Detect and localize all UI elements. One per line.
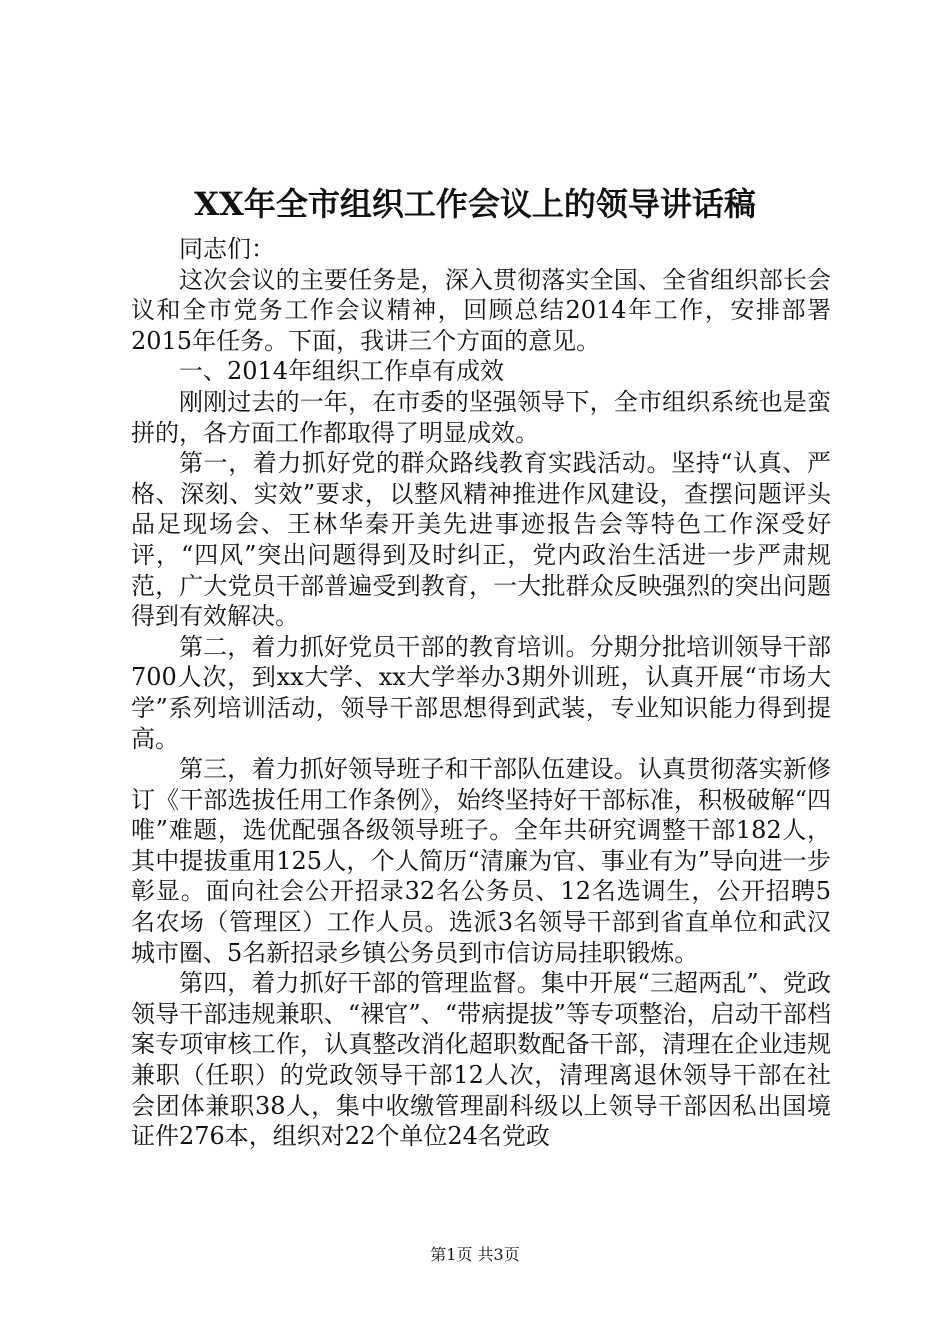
paragraph: 这次会议的主要任务是，深入贯彻落实全国、全省组织部长会议和全市党务工作会议精神，回顾总结2014年工作，安排部署2015年任务。下面，我讲三个方面的意见。 — [131, 265, 831, 355]
paragraph: 第三，着力抓好领导班子和干部队伍建设。认真贯彻落实新修订《干部选拔任用工作条例》，始终坚持好干部标准，积极破解“四唯”难题，选优配强各级领导班子。全年共研究调整干部182人，其中提拔重用125人，个人简历“清廉为官、事业有为”导向进一步彰显。面向社会公开招录32名公务员、12名选调生，公开招聘5名农场（管理区）工作人员。选派3名领导干部到省直单位和武汉城市圈、5名新招录乡镇公务员到市信访局挂职锻炼。 — [131, 755, 831, 967]
document-title: XX年全市组织工作会议上的领导讲话稿 — [194, 185, 756, 223]
paragraph: 第二，着力抓好党员干部的教育培训。分期分批培训领导干部700人次，到xx大学、xx大学举办3期外训班，认真开展“市场大学”系列培训活动，领导干部思想得到武装，专业知识能力得到提高。 — [131, 632, 831, 753]
paragraph: 第一，着力抓好党的群众路线教育实践活动。坚持“认真、严格、深刻、实效”要求，以整风精神推进作风建设，查摆问题评头品足现场会、王林华秦开美先进事迹报告会等特色工作深受好评，“四风”突出问题得到及时纠正，党内政治生活进一步严肃规范，广大党员干部普遍受到教育，一大批群众反映强烈的突出问题得到有效解决。 — [131, 449, 831, 631]
paragraph: 第四，着力抓好干部的管理监督。集中开展“三超两乱”、党政领导干部违规兼职、“裸官”、“带病提拔”等专项整治，启动干部档案专项审核工作，认真整改消化超职数配备干部，清理在企业违规兼职（任职）的党政领导干部12人次，清理离退休领导干部在社会团体兼职38人，集中收缴管理副科级以上领导干部因私出国境证件276本，组织对22个单位24名党政 — [131, 969, 831, 1151]
paragraph: 刚刚过去的一年，在市委的坚强领导下，全市组织系统也是蛮拼的，各方面工作都取得了明显成效。 — [131, 387, 831, 447]
page-footer: 第1页 共3页 — [430, 1245, 520, 1264]
section-heading: 一、2014年组织工作卓有成效 — [179, 357, 505, 386]
document-body — [131, 234, 831, 1152]
salutation: 同志们： — [179, 235, 275, 263]
